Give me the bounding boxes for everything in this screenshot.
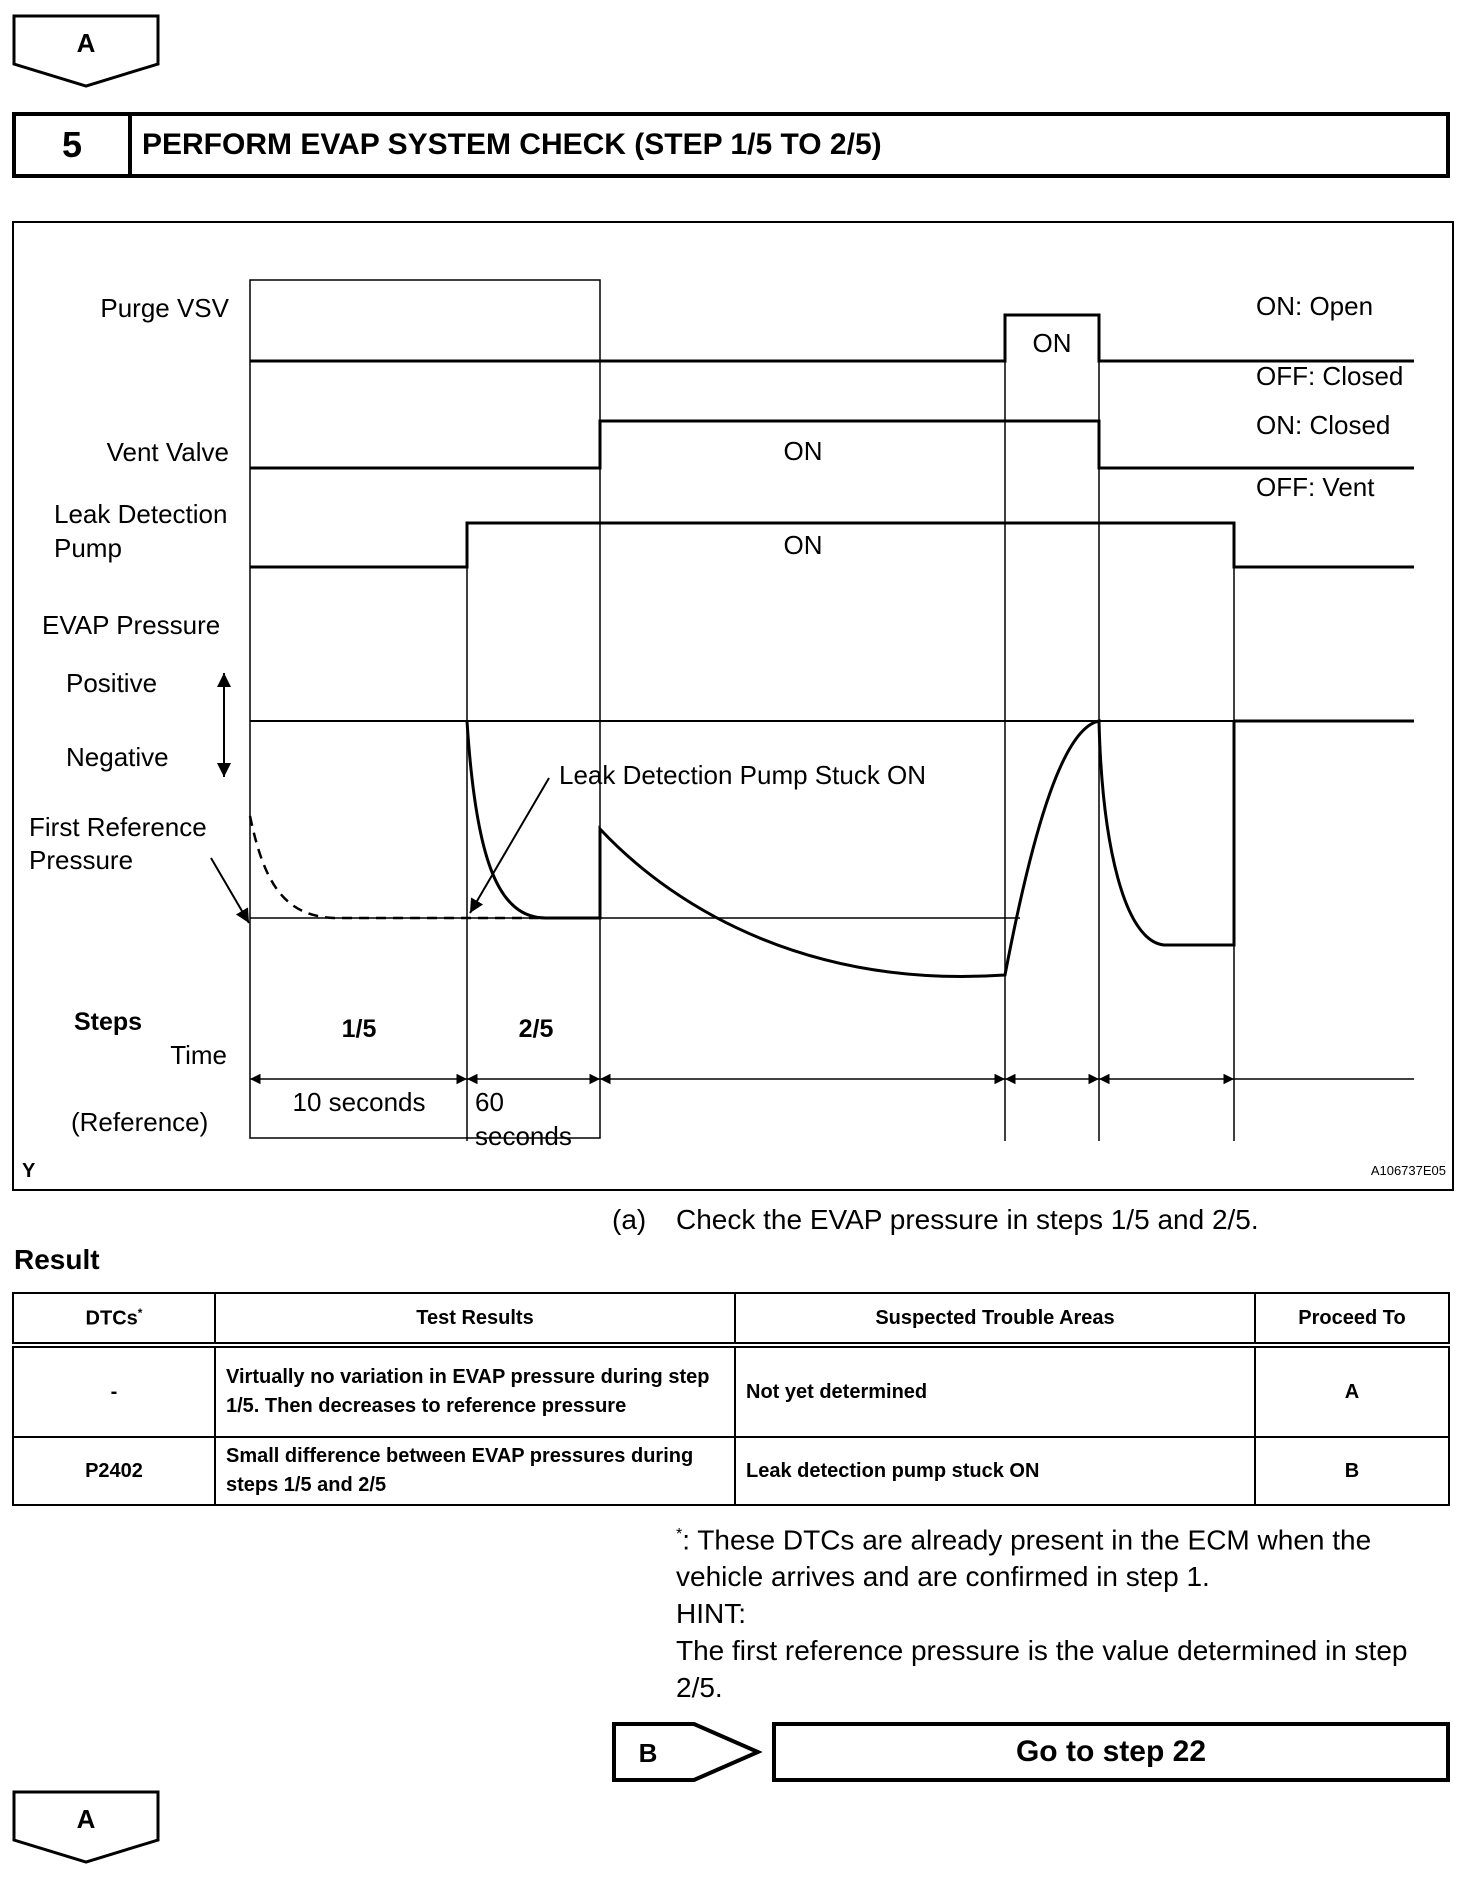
pump-on-label: ON <box>783 530 823 560</box>
vent-on-label: ON <box>783 436 823 466</box>
state-on-closed: ON: Closed <box>1256 410 1391 440</box>
result-title: Result <box>14 1244 100 1275</box>
label-leak-pump-1: Leak Detection <box>54 499 228 529</box>
step-1-label: 1/5 <box>341 1015 377 1043</box>
label-leak-pump-2: Pump <box>54 533 122 563</box>
label-first-ref-2: Pressure <box>29 845 134 875</box>
table-header-row <box>13 1293 1449 1345</box>
marker-label: A <box>76 1804 96 1834</box>
timing-diagram <box>12 221 1454 1191</box>
first-ref-arrow <box>211 858 249 923</box>
cell-test-result: Small difference between EVAP pressures during steps 1/5 and 2/5 <box>215 1437 735 1505</box>
header-test-results: Test Results <box>215 1293 735 1345</box>
label-purge-vsv: Purge VSV <box>100 293 229 323</box>
state-off-vent: OFF: Vent <box>1256 472 1375 502</box>
table-row <box>13 1345 1449 1437</box>
cell-dtc: - <box>13 1345 215 1437</box>
leak-pump-waveform <box>250 523 1414 567</box>
cell-proceed: B <box>1255 1437 1449 1505</box>
cell-dtc: P2402 <box>13 1437 215 1505</box>
marker-a-top <box>12 14 162 88</box>
branch-label: B <box>638 1738 658 1768</box>
label-first-ref-1: First Reference <box>29 812 207 842</box>
state-off-closed: OFF: Closed <box>1256 361 1404 391</box>
header-suspected: Suspected Trouble Areas <box>735 1293 1255 1345</box>
vent-valve-waveform <box>250 421 1414 468</box>
instruction-text: Check the EVAP pressure in steps 1/5 and 2/5. <box>676 1204 1259 1235</box>
label-evap-pressure: EVAP Pressure <box>42 610 221 640</box>
cell-proceed: A <box>1255 1345 1449 1437</box>
figure-code: A106737E05 <box>1370 1163 1446 1178</box>
footnote-text: *: These DTCs are already present in the ECM when the vehicle arrives and are confirmed in step 1. <box>676 1524 1372 1593</box>
state-on-open: ON: Open <box>1256 291 1374 321</box>
instruction <box>612 1204 1259 1236</box>
step-number: 5 <box>16 116 132 174</box>
cell-test-result: Virtually no variation in EVAP pressure during step 1/5. Then decreases to reference pressure <box>215 1345 735 1437</box>
marker-label: A <box>76 28 96 58</box>
marker-a-bottom <box>12 1790 162 1864</box>
time-2-label-1: 60 <box>475 1087 504 1117</box>
y-mark: Y <box>22 1160 36 1182</box>
label-vent-valve: Vent Valve <box>106 437 229 467</box>
result-table <box>12 1292 1450 1506</box>
label-positive: Positive <box>66 668 158 698</box>
table-row <box>13 1437 1449 1505</box>
hint-label: HINT: <box>676 1598 746 1630</box>
hint-text: The first reference pressure is the value determined in step 2/5. <box>676 1635 1408 1704</box>
header-dtcs: DTCs* <box>13 1293 215 1345</box>
label-reference: (Reference) <box>71 1107 209 1137</box>
purge-on-label: ON <box>1032 328 1072 358</box>
label-steps: Steps <box>74 1008 143 1036</box>
timing-diagram-svg <box>14 223 1452 1189</box>
goto-step-button[interactable]: Go to step 22 <box>772 1722 1450 1782</box>
stuck-on-annotation: Leak Detection Pump Stuck ON <box>559 760 927 790</box>
cell-suspected: Leak detection pump stuck ON <box>735 1437 1255 1505</box>
steps-frame <box>250 280 600 1138</box>
step-header <box>12 112 1450 178</box>
time-1-label: 10 seconds <box>292 1087 426 1117</box>
instruction-label: (a) <box>612 1204 647 1235</box>
stuck-on-arrow <box>470 778 549 913</box>
evap-dashed-curve <box>250 816 546 918</box>
footnote <box>676 1516 1456 1706</box>
cell-suspected: Not yet determined <box>735 1345 1255 1437</box>
step-2-label: 2/5 <box>518 1015 554 1043</box>
purge-vsv-waveform <box>250 315 1414 361</box>
label-time: Time <box>170 1040 227 1070</box>
step-title: PERFORM EVAP SYSTEM CHECK (STEP 1/5 TO 2/5) <box>142 128 882 161</box>
header-proceed: Proceed To <box>1255 1293 1449 1345</box>
branch-b-marker <box>612 1722 762 1784</box>
label-negative: Negative <box>66 742 169 772</box>
time-2-label-2: seconds <box>475 1121 572 1151</box>
